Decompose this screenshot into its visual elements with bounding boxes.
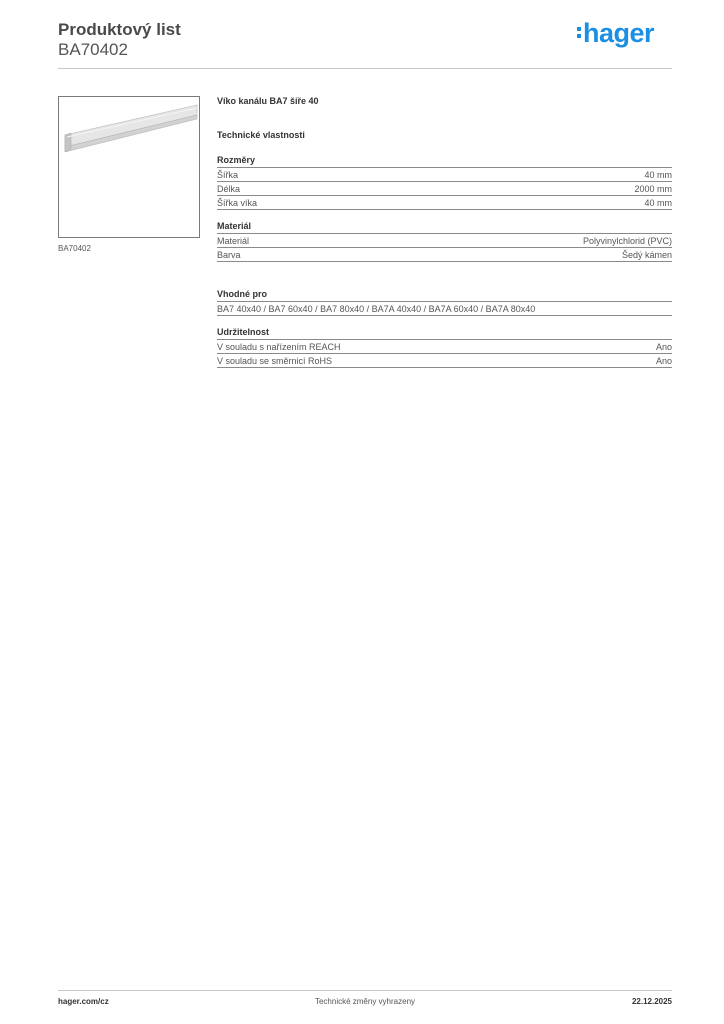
section-sustainability <box>217 326 672 368</box>
section-title: Vhodné pro <box>217 288 672 302</box>
row-label: Šířka <box>217 170 239 180</box>
table-row <box>217 302 672 316</box>
row-value: 40 mm <box>644 198 672 208</box>
row-value: 40 mm <box>644 170 672 180</box>
section-title: Materiál <box>217 220 672 234</box>
product-code: BA70402 <box>58 40 128 59</box>
section-title: Rozměry <box>217 154 672 168</box>
logo-dots-icon <box>577 24 581 41</box>
product-name: Víko kanálu BA7 šíře 40 <box>217 96 319 106</box>
image-caption: BA70402 <box>58 244 91 253</box>
spacer <box>217 272 672 288</box>
table-row <box>217 354 672 368</box>
row-value: Polyvinylchlorid (PVC) <box>582 236 672 246</box>
footer-website-link[interactable]: hager.com/cz <box>58 997 109 1006</box>
product-details <box>217 96 672 378</box>
page-title: Produktový list <box>58 20 181 39</box>
footer-note: Technické změny vyhrazeny <box>314 997 416 1006</box>
section-title: Udržitelnost <box>217 326 672 340</box>
table-row <box>217 168 672 182</box>
row-label: Barva <box>217 250 241 260</box>
product-image <box>58 96 200 238</box>
row-label: V souladu s nařízením REACH <box>217 342 341 352</box>
row-label: Materiál <box>217 236 250 246</box>
row-label: BA7 40x40 / BA7 60x40 / BA7 80x40 / BA7A 40x40 / BA7A 60x40 / BA7A 80x40 <box>217 304 536 314</box>
row-value: 2000 mm <box>634 184 672 194</box>
table-row <box>217 340 672 354</box>
row-label: Délka <box>217 184 241 194</box>
table-row <box>217 234 672 248</box>
table-row <box>217 196 672 210</box>
row-value: Ano <box>655 356 672 366</box>
section-suitable-for <box>217 288 672 316</box>
cable-duct-lid-icon <box>59 97 199 237</box>
hager-logo[interactable] <box>577 20 654 46</box>
section-dimensions <box>217 154 672 210</box>
section-material <box>217 220 672 262</box>
table-row <box>217 182 672 196</box>
page-header <box>58 20 672 68</box>
table-row <box>217 248 672 262</box>
row-value: Ano <box>655 342 672 352</box>
logo-text: hager <box>582 18 654 48</box>
header-divider <box>58 68 672 69</box>
row-value: Šedý kámen <box>621 250 672 260</box>
row-label: V souladu se směrnicí RoHS <box>217 356 333 366</box>
tech-properties-heading: Technické vlastnosti <box>217 130 305 140</box>
footer-divider <box>58 990 672 991</box>
row-label: Šířka víka <box>217 198 258 208</box>
footer-date: 22.12.2025 <box>631 997 672 1006</box>
